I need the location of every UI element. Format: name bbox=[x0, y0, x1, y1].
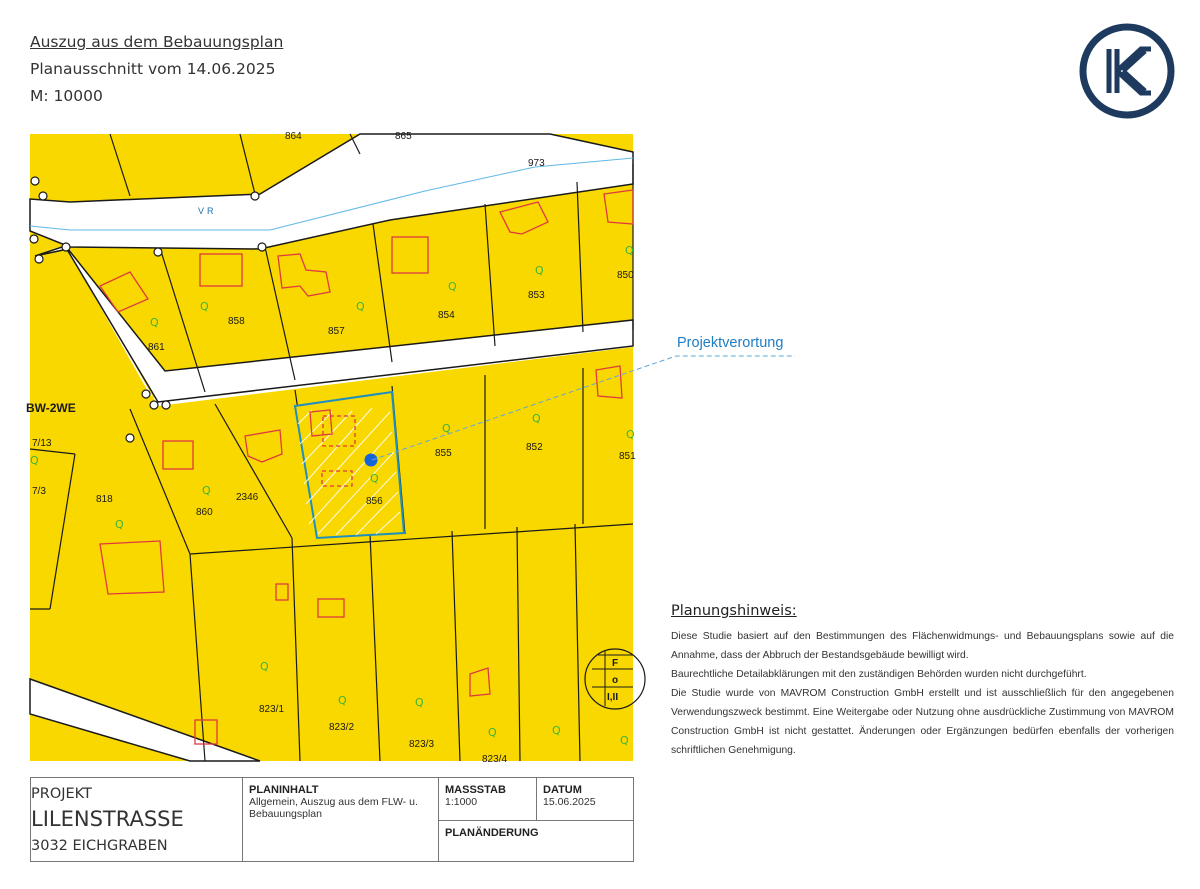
symbol-q: Q bbox=[625, 244, 634, 257]
plan-change-cell bbox=[439, 821, 633, 861]
plot-number: 856 bbox=[366, 496, 383, 507]
legend-middle: o bbox=[612, 675, 619, 686]
plan-change-label: PLANÄNDERUNG bbox=[445, 827, 539, 839]
map-scale: M: 10000 bbox=[30, 87, 103, 105]
plot-number: 823/3 bbox=[409, 739, 435, 750]
symbol-q: Q bbox=[442, 422, 451, 435]
project-address: 3032 EICHGRABEN bbox=[31, 838, 168, 854]
plot-number: 865 bbox=[395, 131, 412, 142]
content-label: PLANINHALT bbox=[249, 784, 319, 796]
project-cell bbox=[31, 778, 243, 861]
title-block bbox=[30, 777, 634, 862]
plot-number: 851 bbox=[619, 451, 636, 462]
road-label: VR bbox=[198, 206, 217, 216]
symbol-q: Q bbox=[260, 660, 269, 673]
plot-number: 823/1 bbox=[259, 704, 285, 715]
scale-cell bbox=[439, 778, 537, 821]
plot-number: 823/2 bbox=[329, 722, 355, 733]
symbol-q: Q bbox=[448, 280, 457, 293]
plot-number: 818 bbox=[96, 494, 113, 505]
project-location-marker[interactable] bbox=[365, 454, 378, 467]
date-cell bbox=[537, 778, 633, 821]
map-canvas[interactable] bbox=[26, 131, 636, 765]
logo-letter: K bbox=[1079, 23, 1080, 24]
company-logo bbox=[1079, 23, 1175, 119]
symbol-q: Q bbox=[115, 518, 124, 531]
project-name: LILENSTRASSE bbox=[31, 807, 184, 831]
symbol-q: Q bbox=[532, 412, 541, 425]
plot-number: 2346 bbox=[236, 492, 259, 503]
plot-number: 860 bbox=[196, 507, 213, 518]
symbol-q: Q bbox=[150, 316, 159, 329]
content-cell bbox=[243, 778, 439, 861]
plot-number: 864 bbox=[285, 131, 302, 142]
scale-label: MASSSTAB bbox=[445, 784, 506, 796]
plot-number: 823/4 bbox=[482, 754, 508, 765]
project-location-label: Projektverortung bbox=[677, 335, 784, 351]
plot-number: 858 bbox=[228, 316, 245, 327]
scale-value: 1:1000 bbox=[445, 796, 478, 808]
plot-number: 850 bbox=[617, 270, 634, 281]
planning-note-text: Diese Studie basiert auf den Bestimmungen des Flächenwidmungs- und Bebauungsplans sowie auf die Annahme, dass der Abbruch der Bestandsgebäude bewilligt wird. bbox=[671, 631, 1174, 661]
symbol-q: Q bbox=[552, 724, 561, 737]
symbol-q: Q bbox=[338, 694, 347, 707]
symbol-q: Q bbox=[370, 472, 379, 485]
plot-number: 852 bbox=[526, 442, 543, 453]
plot-number: 861 bbox=[148, 342, 165, 353]
plan-date: Planausschnitt vom 14.06.2025 bbox=[30, 60, 276, 78]
symbol-q: Q bbox=[535, 264, 544, 277]
date-label: DATUM bbox=[543, 784, 582, 796]
planning-note-text: Die Studie wurde von MAVROM Construction GmbH erstellt und ist ausschließlich für den angegebenen Verwendungszweck bestimmt. Eine Weitergabe oder Nutzung ohne ausdrückliche Zustimmung von MAVROM Construction GmbH ist nicht gestattet. Änderungen oder Ergänzungen bedürfen ebenfalls der vorherigen schriftlichen Genehmigung. bbox=[671, 688, 1174, 756]
symbol-q: Q bbox=[620, 734, 629, 747]
planning-note-title: Planungshinweis: bbox=[671, 603, 797, 619]
symbol-q: Q bbox=[488, 726, 497, 739]
symbol-q: Q bbox=[415, 696, 424, 709]
symbol-q: Q bbox=[202, 484, 211, 497]
legend-top: F bbox=[612, 658, 619, 669]
plot-number: 973 bbox=[528, 158, 545, 169]
symbol-q: Q bbox=[356, 300, 365, 313]
plot-number: 855 bbox=[435, 448, 452, 459]
date-value: 15.06.2025 bbox=[543, 796, 596, 808]
symbol-q: Q bbox=[626, 428, 635, 441]
zone-label: 7/3 bbox=[32, 486, 46, 497]
planning-note-text: Baurechtliche Detailabklärungen mit den zuständigen Behörden wurden nicht durchgeführt. bbox=[671, 669, 1087, 680]
symbol-q: Q bbox=[30, 454, 39, 467]
symbol-q: Q bbox=[200, 300, 209, 313]
document-title: Auszug aus dem Bebauungsplan bbox=[30, 33, 284, 51]
zone-label: BW-2WE bbox=[26, 401, 76, 415]
plot-number: 853 bbox=[528, 290, 545, 301]
zone-label: 7/13 bbox=[32, 438, 52, 449]
content-value: Allgemein, Auszug aus dem FLW- u. Bebauungsplan bbox=[249, 796, 418, 820]
project-label: PROJEKT bbox=[31, 786, 92, 802]
plot-number: 854 bbox=[438, 310, 455, 321]
zoning-map[interactable] bbox=[26, 131, 636, 765]
planning-note bbox=[671, 603, 1174, 760]
plot-number: 857 bbox=[328, 326, 345, 337]
legend-bottom: I,II bbox=[607, 692, 619, 703]
